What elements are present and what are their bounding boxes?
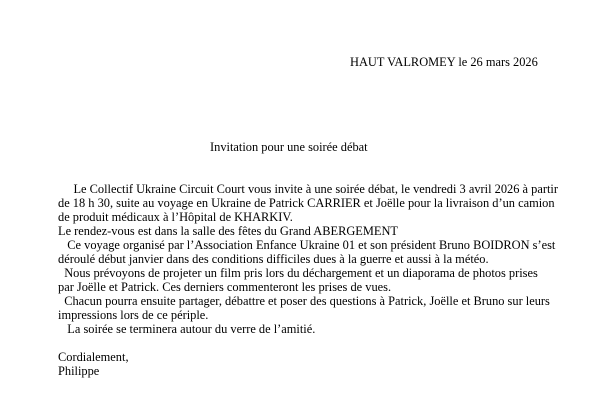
body-line: de produit médicaux à l’Hôpital de KHARKIV. bbox=[58, 210, 293, 224]
signature-name: Philippe bbox=[58, 364, 100, 378]
body-line: par Joëlle et Patrick. Ces derniers commenteront les prises de vues. bbox=[58, 280, 392, 294]
closing-salutation: Cordialement, bbox=[58, 350, 129, 364]
body-line: de 18 h 30, suite au voyage en Ukraine de Patrick CARRIER et Joëlle pour la livraison d’un camion bbox=[58, 196, 555, 210]
body-line: déroulé début janvier dans des conditions difficiles dues à la guerre et aussi à la météo. bbox=[58, 252, 489, 266]
body-line: Le rendez-vous est dans la salle des fêtes du Grand ABERGEMENT bbox=[58, 224, 398, 238]
letter-subject: Invitation pour une soirée débat bbox=[210, 140, 368, 154]
body-line: La soirée se terminera autour du verre de l’amitié. bbox=[58, 322, 316, 336]
body-line: Le Collectif Ukraine Circuit Court vous invite à une soirée débat, le vendredi 3 avril 2026 à partir bbox=[58, 182, 558, 196]
body-line: impressions lors de ce périple. bbox=[58, 308, 209, 322]
place-date: HAUT VALROMEY le 26 mars 2026 bbox=[350, 55, 538, 69]
body-line: Chacun pourra ensuite partager, débattre et poser des questions à Patrick, Joëlle et Bruno sur leurs bbox=[58, 294, 550, 308]
body-line: Nous prévoyons de projeter un film pris lors du déchargement et un diaporama de photos prises bbox=[58, 266, 538, 280]
body-line: Ce voyage organisé par l’Association Enfance Ukraine 01 et son président Bruno BOIDRON s’est bbox=[58, 238, 556, 252]
